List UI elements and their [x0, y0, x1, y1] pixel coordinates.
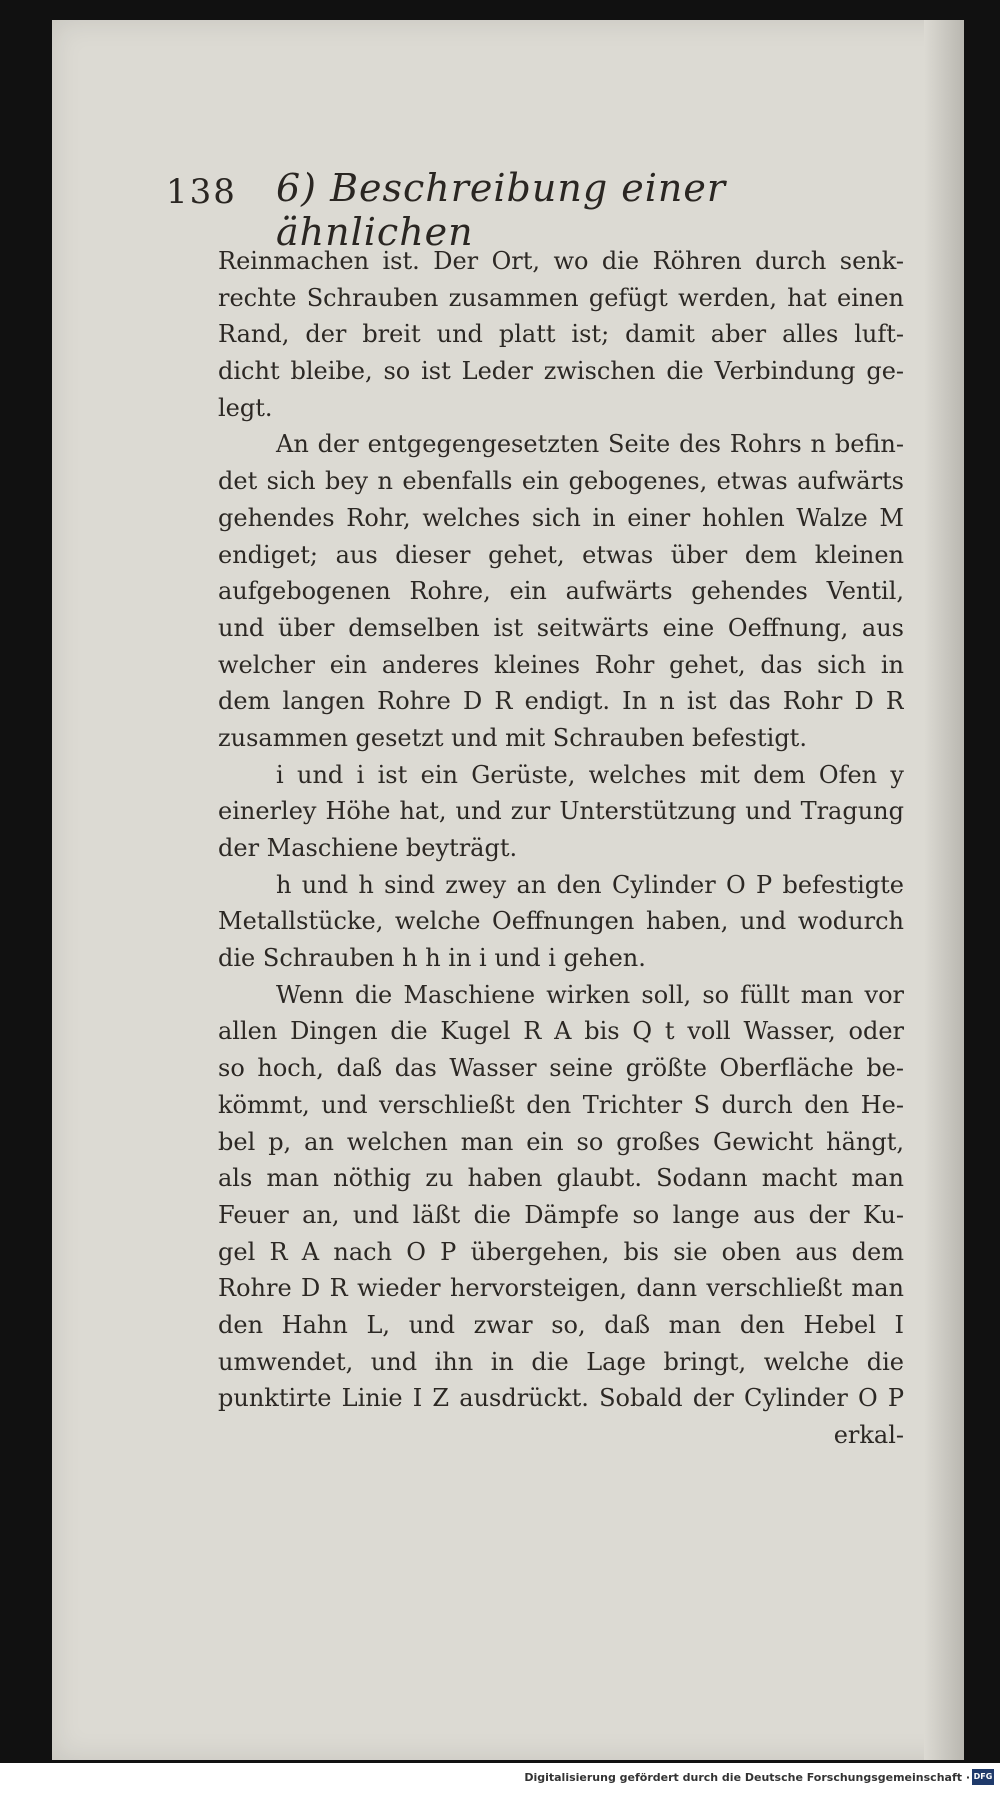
digitization-footer	[0, 1763, 1000, 1793]
text-line: allen Dingen die Kugel R A bis Q t voll Wasser, oder	[218, 1017, 904, 1046]
dfg-logo: DFG	[972, 1769, 994, 1785]
text-line: dem langen Rohre D R endigt. In n ist das Rohr D R	[218, 687, 904, 716]
text-line: der Maschiene beyträgt.	[218, 834, 518, 862]
text-line: i und i ist ein Gerüste, welches mit dem Ofen y	[276, 760, 904, 789]
text-line: die Schrauben h h in i und i gehen.	[218, 944, 646, 973]
text-line: Reinmachen ist. Der Ort, wo die Röhren durch senk-	[218, 247, 904, 275]
text-line: punktirte Linie I Z ausdrückt. Sobald der Cylinder O P	[218, 1384, 904, 1413]
text-line: aufgebogenen Rohre, ein aufwärts gehendes Ventil,	[218, 577, 904, 606]
text-line: zusammen gesetzt und mit Schrauben befestigt.	[218, 723, 807, 752]
text-line: als man nöthig zu haben glaubt. Sodann macht man	[218, 1164, 904, 1193]
text-line: dicht bleibe, so ist Leder zwischen die Verbindung ge-	[218, 357, 904, 386]
text-line: det sich bey n ebenfalls ein gebogenes, etwas aufwärts	[218, 467, 904, 496]
text-line: legt.	[218, 393, 273, 422]
page-edge-shadow	[924, 20, 964, 1760]
text-line: gehendes Rohr, welches sich in einer hohlen Walze M	[218, 503, 904, 532]
text-line: einerley Höhe hat, und zur Unterstützung und Tragung	[218, 797, 904, 826]
page-number: 138	[166, 172, 237, 212]
text-line: den Hahn L, und zwar so, daß man den Hebel I	[218, 1310, 904, 1339]
text-line: rechte Schrauben zusammen gefügt werden, hat einen	[218, 283, 904, 312]
text-line: bel p, an welchen man ein so großes Gewicht hängt,	[218, 1127, 904, 1156]
text-line: Rand, der breit und platt ist; damit aber alles luft-	[218, 320, 904, 349]
page-header	[166, 160, 856, 254]
footer-credit: Digitalisierung gefördert durch die Deutsche Forschungsgemeinschaft ·	[524, 1771, 970, 1784]
text-line: Rohre D R wieder hervorsteigen, dann verschließt man	[218, 1274, 904, 1303]
text-line: kömmt, und verschließt den Trichter S durch den He-	[218, 1090, 904, 1119]
text-line: An der entgegengesetzten Seite des Rohrs n befin-	[276, 430, 904, 459]
text-line: Feuer an, und läßt die Dämpfe so lange aus der Ku-	[218, 1200, 904, 1229]
text-line: Metallstücke, welche Oeffnungen haben, und wodurch	[218, 907, 904, 936]
catchword: erkal-	[833, 1421, 904, 1449]
text-line: gel R A nach O P übergehen, bis sie oben aus dem	[218, 1237, 904, 1266]
text-line: und über demselben ist seitwärts eine Oeffnung, aus	[218, 613, 904, 642]
text-line: h und h sind zwey an den Cylinder O P befestigte	[276, 870, 904, 899]
text-line: Wenn die Maschiene wirken soll, so füllt man vor	[276, 980, 904, 1009]
text-line: umwendet, und ihn in die Lage bringt, welche die	[218, 1347, 904, 1376]
body-text	[218, 243, 904, 1454]
text-line: welcher ein anderes kleines Rohr gehet, das sich in	[218, 650, 904, 679]
text-line: endiget; aus dieser gehet, etwas über dem kleinen	[218, 540, 904, 569]
text-line: so hoch, daß das Wasser seine größte Oberfläche be-	[218, 1054, 904, 1083]
running-head: 6) Beschreibung einer ähnlichen	[276, 166, 727, 254]
